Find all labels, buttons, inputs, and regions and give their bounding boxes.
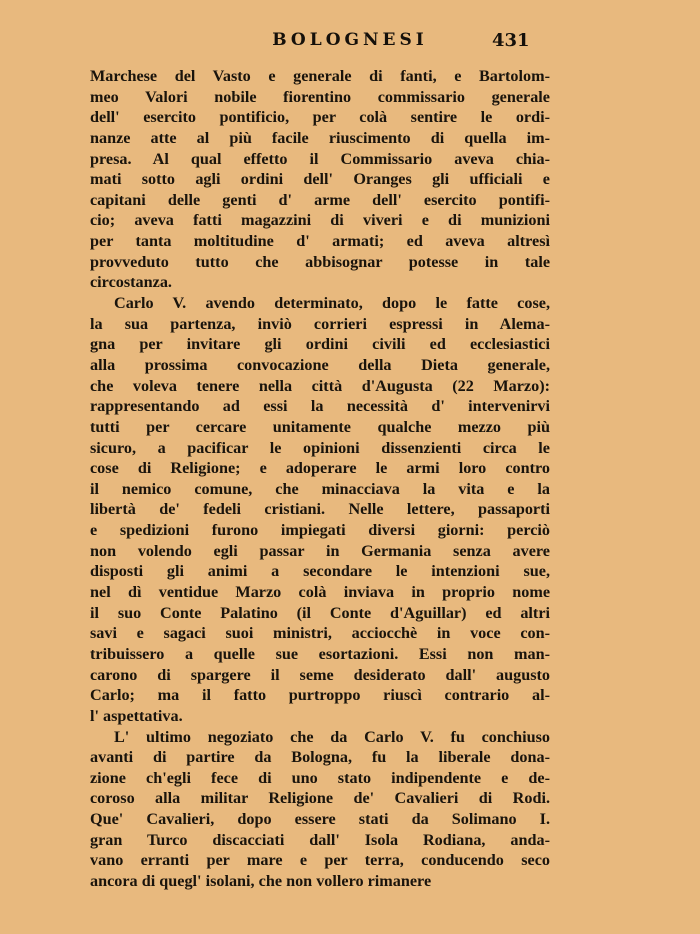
text-line: che voleva tenere nella città d'Augusta (22 Marzo): <box>90 376 550 395</box>
text-line: nanze atte al più facile riuscimento di quella im- <box>90 128 550 147</box>
running-header <box>0 30 700 54</box>
text-line: Marchese del Vasto e generale di fanti, e Bartolom- <box>90 67 550 85</box>
text-line: la sua partenza, inviò corrieri espressi in Alema- <box>90 314 550 333</box>
text-line: libertà de' fedeli cristiani. Nelle lettere, passaporti <box>90 500 550 519</box>
text-line: cio; aveva fatti magazzini di viveri e di munizioni <box>90 211 550 230</box>
text-line: per tanta moltitudine d' armati; ed aveva altresì <box>90 232 550 251</box>
text-line: disposti gli animi a secondare le intenzioni sue, <box>90 562 550 581</box>
text-line: coroso alla militar Religione de' Cavalieri di Rodi. <box>90 789 550 808</box>
paragraph <box>90 727 550 892</box>
text-line: capitani delle genti d' arme dell' esercito pontifi- <box>90 190 550 209</box>
text-line: carono di spargere il seme desiderato dall' augusto <box>90 665 550 684</box>
text-line: dell' esercito pontificio, per colà sentire le ordi- <box>90 108 550 127</box>
text-line: L' ultimo negoziato che da Carlo V. fu conchiuso <box>114 727 550 746</box>
text-line: gran Turco discacciati dall' Isola Rodiana, anda- <box>90 830 550 849</box>
text-line: rappresentando ad essi la necessità d' intervenirvi <box>90 397 550 416</box>
text-line: sicuro, a pacificar le opinioni dissenzienti circa le <box>90 438 550 457</box>
text-line: tutti per cercare unitamente qualche mezzo più <box>90 417 550 436</box>
text-line: il suo Conte Palatino (il Conte d'Aguillar) ed altri <box>90 603 550 622</box>
text-line: provveduto tutto che abbisognar potesse in tale <box>90 252 550 271</box>
text-line: tribuissero a quelle sue esortazioni. Essi non man- <box>90 644 550 663</box>
text-line: presa. Al qual effetto il Commissario aveva chia- <box>90 149 550 168</box>
text-line: meo Valori nobile fiorentino commissario generale <box>90 87 550 106</box>
text-line: Carlo V. avendo determinato, dopo le fatte cose, <box>114 294 550 313</box>
text-line: l' aspettativa. <box>90 706 183 725</box>
text-line: non volendo egli passar in Germania senza avere <box>90 541 550 560</box>
text-line: avanti di partire da Bologna, fu la liberale dona- <box>90 748 550 767</box>
text-line: Que' Cavalieri, dopo essere stati da Solimano I. <box>90 810 550 829</box>
text-line: gna per invitare gli ordini civili ed ecclesiastici <box>90 335 550 354</box>
text-line: circostanza. <box>90 273 172 292</box>
text-line: mati sotto agli ordini dell' Oranges gli ufficiali e <box>90 170 550 189</box>
text-line: Carlo; ma il fatto purtroppo riuscì contrario al- <box>90 686 550 705</box>
running-title: BOLOGNESI <box>272 30 428 50</box>
body-text <box>90 66 550 892</box>
paragraph <box>90 66 550 293</box>
text-line: zione ch'egli fece di uno stato indipendente e de- <box>90 768 550 787</box>
text-line: savi e sagaci suoi ministri, acciocchè in voce con- <box>90 624 550 643</box>
page-number: 431 <box>492 30 530 51</box>
text-line: ancora di quegl' isolani, che non vollero rimanere <box>90 871 432 890</box>
paragraph <box>90 293 550 726</box>
text-line: cose di Religione; e adoperare le armi loro contro <box>90 459 550 478</box>
text-line: vano erranti per mare e per terra, conducendo seco <box>90 851 550 870</box>
text-line: il nemico comune, che minacciava la vita e la <box>90 479 550 498</box>
text-line: e spedizioni furono impiegati diversi giorni: perciò <box>90 521 550 540</box>
text-line: alla prossima convocazione della Dieta generale, <box>90 355 550 374</box>
text-line: nel dì ventidue Marzo colà inviava in proprio nome <box>90 583 550 602</box>
